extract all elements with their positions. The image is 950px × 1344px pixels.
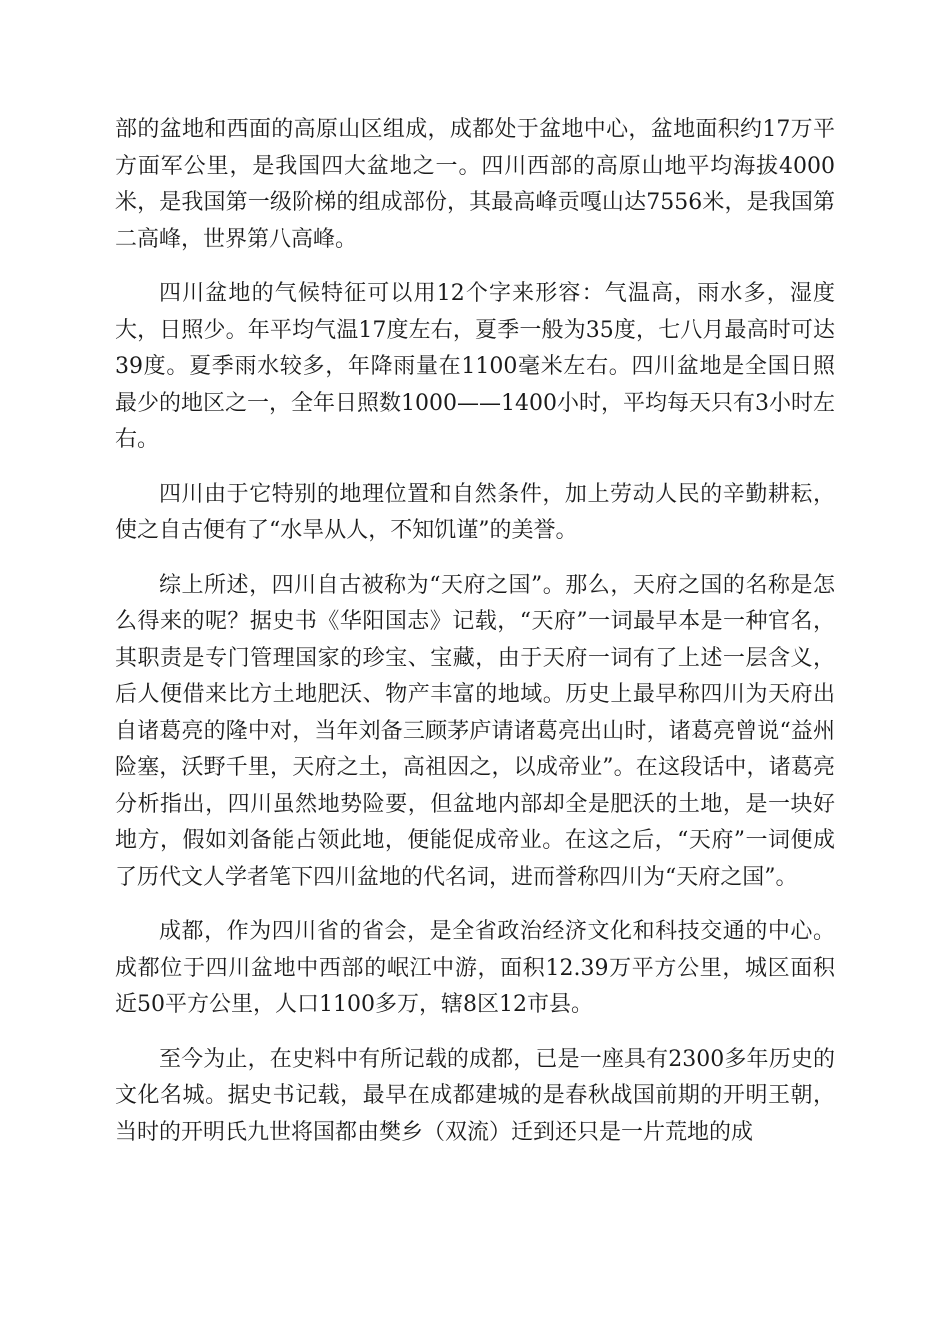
paragraph-chengdu-overview: 成都，作为四川省的省会，是全省政治经济文化和科技交通的中心。成都位于四川盆地中西部的岷江中游，面积12.39万平方公里，城区面积近50平方公里，人口1100多万，辖8区12市县。 (115, 919, 835, 1017)
document-body (115, 112, 835, 1151)
paragraph-reputation: 四川由于它特别的地理位置和自然条件，加上劳动人民的辛勤耕耘，使之自古便有了“水旱从人，不知饥谨”的美誉。 (115, 481, 835, 543)
paragraph-tianfu-origin: 综上所述，四川自古被称为“天府之国”。那么，天府之国的名称是怎么得来的呢？据史书《华阳国志》记载，“天府”一词最早本是一种官名，其职责是专门管理国家的珍宝、宝藏，由于天府一词有了上述一层含义，后人便借来比方土地肥沃、物产丰富的地域。历史上最早称四川为天府出自诸葛亮的隆中对，当年刘备三顾茅庐请诸葛亮出山时，诸葛亮曾说“益州险塞，沃野千里，天府之土，高祖因之，以成帝业”。在这段话中，诸葛亮分析指出，四川虽然地势险要，但盆地内部却全是肥沃的土地，是一块好地方，假如刘备能占领此地，便能促成帝业。在这之后，“天府”一词便成了历代文人学者笔下四川盆地的代名词，进而誉称四川为“天府之国”。 (115, 572, 835, 890)
paragraph-continuation: 部的盆地和西面的高原山区组成，成都处于盆地中心，盆地面积约17万平方面军公里，是我国四大盆地之一。四川西部的高原山地平均海拔4000米，是我国第一级阶梯的组成部份，其最高峰贡嘎山达7556米，是我国第二高峰，世界第八高峰。 (115, 117, 835, 252)
paragraph-climate: 四川盆地的气候特征可以用12个字来形容：气温高，雨水多，湿度大，日照少。年平均气温17度左右，夏季一般为35度，七八月最高时可达39度。夏季雨水较多，年降雨量在1100毫米左右。四川盆地是全国日照最少的地区之一，全年日照数1000——1400小时，平均每天只有3小时左右。 (115, 281, 835, 452)
paragraph-chengdu-history: 至今为止，在史料中有所记载的成都，已是一座具有2300多年历史的文化名城。据史书记载，最早在成都建城的是春秋战国前期的开明王朝，当时的开明氏九世将国都由樊乡（双流）迁到还只是一片荒地的成 (115, 1046, 835, 1145)
